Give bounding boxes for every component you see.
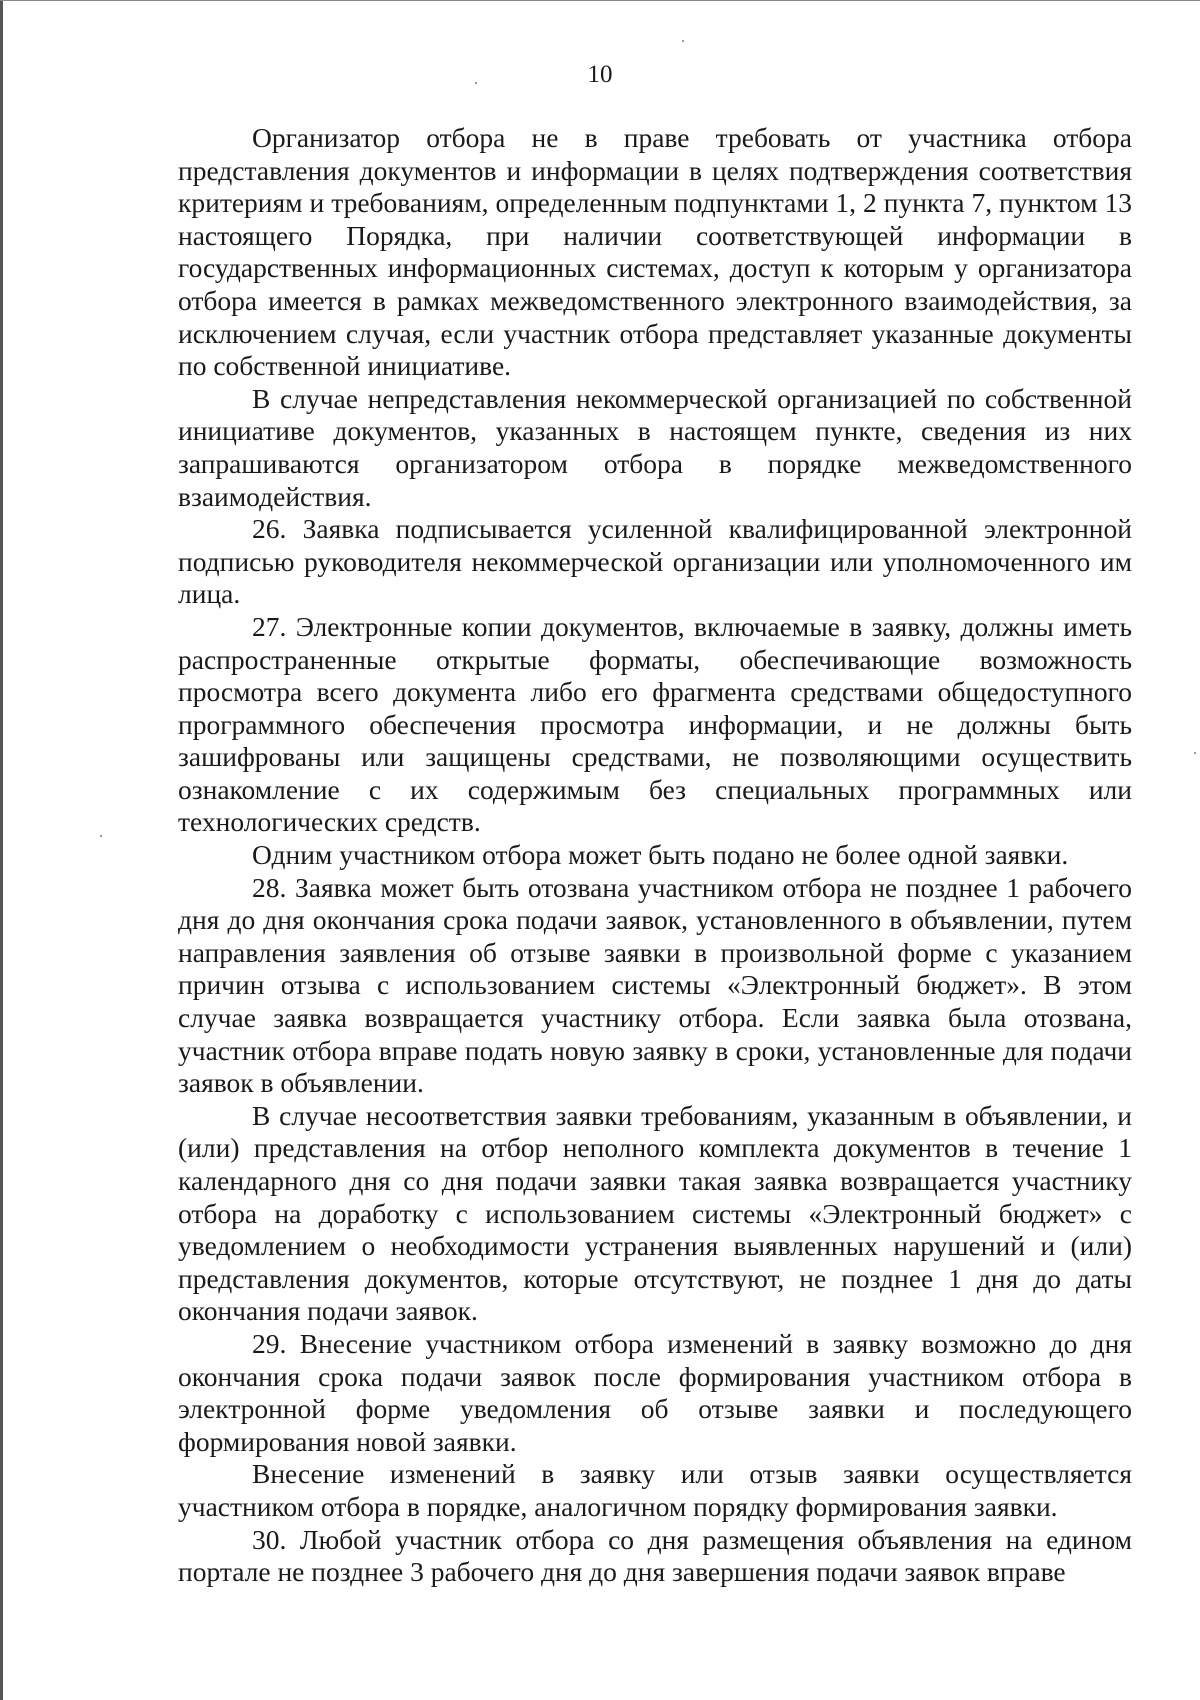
paragraph-item-29: 29. Внесение участником отбора изменений в заявку возможно до дня окончания срока подачи заявок после формирования участником отбора в электронной форме уведомления об отзыве заявки и последующего формирования новой заявки. <box>178 1327 1132 1457</box>
paragraph-one-application: Одним участником отбора может быть подано не более одной заявки. <box>252 839 1069 871</box>
paragraph-organizer-restriction: Организатор отбора не в праве требовать от участника отбора представления документов и информации в целях подтверждения соответствия критериям и требованиям, определенным подпунктами 1, 2 пункта 7, пунктом 13 настоящего Порядка, при наличии соответствующей информации в государственных информационных системах, доступ к которым у организатора отбора имеется в рамках межведомственного электронного взаимодействия, за исключением случая, если участник отбора представляет указанные документы по собственной инициативе. <box>178 122 1132 382</box>
paragraph-nonconformity: В случае несоответствия заявки требованиям, указанным в объявлении, и (или) представления на отбор неполного комплекта документов в течение 1 календарного дня со дня подачи заявки такая заявка возвращается участнику отбора на доработку с использованием системы «Электронный бюджет» с уведомлением о необходимости устранения выявленных нарушений и (или) представления документов, которые отсутствуют, не позднее 1 дня до даты окончания подачи заявок. <box>178 1099 1132 1327</box>
scan-left-edge <box>0 0 3 1700</box>
scan-top-edge <box>0 0 1200 1</box>
page-number: 10 <box>587 61 613 88</box>
paragraph-item-28: 28. Заявка может быть отозвана участником отбора не позднее 1 рабочего дня до дня окончания срока подачи заявок, установленного в объявлении, путем направления заявления об отзыве заявки в произвольной форме с указанием причин отзыва с использованием системы «Электронный бюджет». В этом случае заявка возвращается участнику отбора. Если заявка была отозвана, участник отбора вправе подать новую заявку в сроки, установленные для подачи заявок в объявлении. <box>178 871 1132 1099</box>
paragraph-item-26: 26. Заявка подписывается усиленной квалифицированной электронной подписью руководителя некоммерческой организации или уполномоченного им лица. <box>178 513 1132 610</box>
paragraph-item-30: 30. Любой участник отбора со дня размещения объявления на едином портале не позднее 3 рабочего дня до дня завершения подачи заявок вправе <box>178 1523 1132 1588</box>
scan-speck <box>1194 752 1196 754</box>
paragraph-item-27: 27. Электронные копии документов, включаемые в заявку, должны иметь распространенные открытые форматы, обеспечивающие возможность просмотра всего документа либо его фрагмента средствами общедоступного программного обеспечения просмотра информации, и не должны быть зашифрованы или защищены средствами, не позволяющими осуществить ознакомление с их содержимым без специальных программных или технологических средств. <box>178 610 1132 838</box>
paragraph-changes-procedure: Внесение изменений в заявку или отзыв заявки осуществляется участником отбора в порядке, аналогичном порядку формирования заявки. <box>178 1458 1132 1522</box>
document-body <box>178 122 1132 1589</box>
paragraph-interagency-request: В случае непредставления некоммерческой организацией по собственной инициативе документов, указанных в настоящем пункте, сведения из них запрашиваются организатором отбора в порядке межведомственного взаимодействия. <box>178 382 1132 512</box>
scan-speck <box>682 40 684 42</box>
scan-speck <box>100 835 102 837</box>
